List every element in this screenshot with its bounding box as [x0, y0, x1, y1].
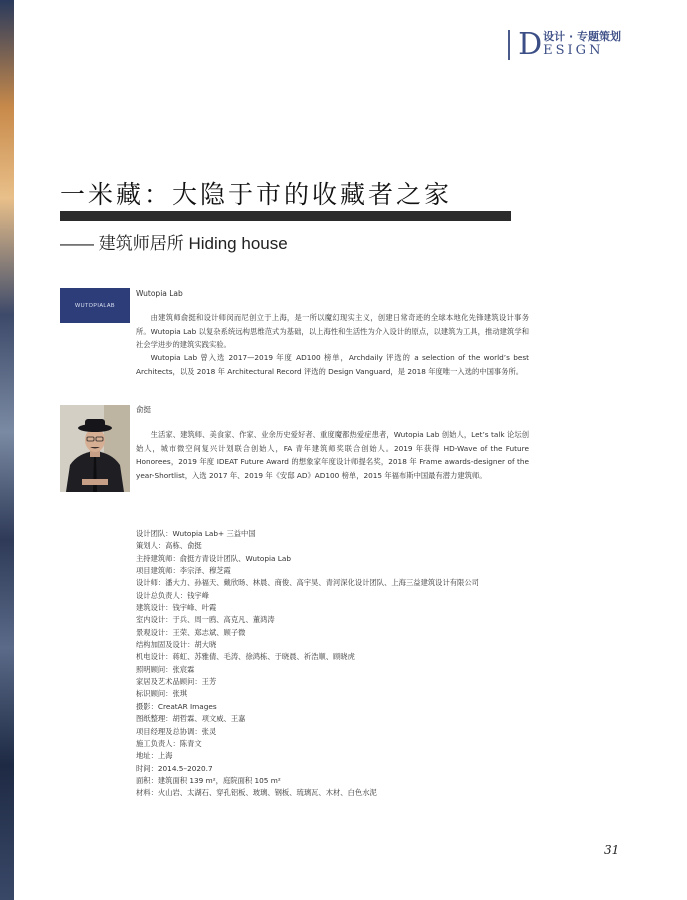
credit-line: 照明顾问：张宸霖 — [136, 664, 195, 674]
credit-line: 设计总负责人：钱宇峰 — [136, 590, 209, 600]
credit-line: 标识顾问：张琪 — [136, 689, 188, 699]
project-credits — [136, 528, 566, 800]
studio-logo — [60, 288, 130, 323]
article-title: 一米藏：大隐于市的收藏者之家 — [60, 180, 453, 209]
credit-line: 时间：2014.5–2020.7 — [136, 763, 213, 773]
decorative-left-edge — [0, 0, 14, 900]
studio-paragraph: Wutopia Lab 曾入选 2017—2019 年度 AD100 榜单，Archdaily 评选的 a selection of the world’s best Architects，以及 2018 年 Architectural Record 评选的 Design Vanguard，是 2018 年度唯一入选的中国事务所。 — [136, 353, 529, 376]
credit-line: 材料：火山岩、太湖石、穿孔铝板、玻璃、钢板、琉璃瓦、木材、白色水泥 — [136, 788, 377, 798]
credit-line: 结构加固及设计：胡大晓 — [136, 640, 217, 650]
credit-line: 设计团队：Wutopia Lab+ 三益中国 — [136, 529, 256, 538]
credit-line: 主持建筑师：俞挺方青设计团队、Wutopia Lab — [136, 553, 291, 563]
header-labels — [543, 31, 621, 59]
credit-line: 策划人：高栋、俞挺 — [136, 541, 202, 551]
article-subtitle: —— 建筑师居所 Hiding house — [60, 234, 288, 253]
page-number: 31 — [604, 843, 620, 857]
header-esign: ESIGN — [543, 43, 604, 58]
credit-line: 面积：建筑面积 139 m²，庭院面积 105 m² — [136, 775, 281, 785]
credit-line: 图纸整理：胡哲霖、项文威、王嘉 — [136, 714, 246, 724]
credit-line: 项目建筑师：李宗泽、穆芝霞 — [136, 566, 231, 576]
credit-line: 家居及艺术品顾问：王芳 — [136, 677, 217, 687]
header-initial: D — [518, 27, 543, 62]
studio-name: Wutopia Lab — [136, 289, 183, 298]
credit-line: 施工负责人：陈青文 — [136, 738, 202, 748]
credit-line: 地址：上海 — [136, 751, 173, 761]
credit-line: 设计师：潘大力、孙福天、戴欣旸、林晨、商俊、高宇昊、青河深化设计团队、上海三益建筑设计有限公司 — [136, 578, 479, 588]
credit-line: 摄影：CreatAR Images — [136, 701, 217, 711]
credit-line: 景观设计：王荣、郑志斌、顾子微 — [136, 627, 246, 637]
credit-line: 机电设计：蒋虹、苏雅倩、毛涛、徐鸿栋、于晓晨、祈浩顺、顾晓虎 — [136, 652, 355, 662]
credit-line: 室内设计：于兵、周一鸥、高克凡、董鸿涛 — [136, 615, 275, 625]
credit-line: 建筑设计：钱宇峰、叶霞 — [136, 603, 217, 613]
portrait-illustration — [60, 405, 130, 492]
architect-paragraph: 生活家、建筑师、美食家、作家、业余历史爱好者、重度魔都热爱症患者，Wutopia Lab 创始人，Let’s talk 论坛创始人，城市微空间复兴计划联合创始人，FA 青年建筑师奖联合创始人。2019 年获得 HD-Wave of the Future Honorees，2019 年度 IDEAT Future Award 的想象家年度设计师提名奖，2018 年 Frame awards-designer of the year-Shortlist，入选 2017 年、2019 年《安邸 AD》AD100 榜单，2015 年福布斯中国最有潜力建筑师。 — [136, 430, 529, 480]
architect-name: 俞挺 — [136, 405, 151, 414]
studio-paragraph: 由建筑师俞挺和设计师闵而尼创立于上海，是一所以魔幻现实主义，创建日常奇迹的全球本地化先锋建筑设计事务所。Wutopia Lab 以复杂系统远构思维范式为基础，以上海性和生活性为介入设计的原点，以建筑为工具，推动建筑学和社会学进步的建筑实践实验。 — [136, 313, 529, 349]
credit-line: 项目经理及总协调：张灵 — [136, 726, 217, 736]
architect-portrait — [60, 405, 130, 492]
header-divider — [508, 30, 510, 60]
header-category: 设计 · 专题策划 — [543, 30, 621, 43]
title-underline-bar — [60, 211, 511, 221]
section-header-tag — [508, 27, 621, 62]
studio-logo-text: WUTOPIALAB — [75, 302, 115, 309]
